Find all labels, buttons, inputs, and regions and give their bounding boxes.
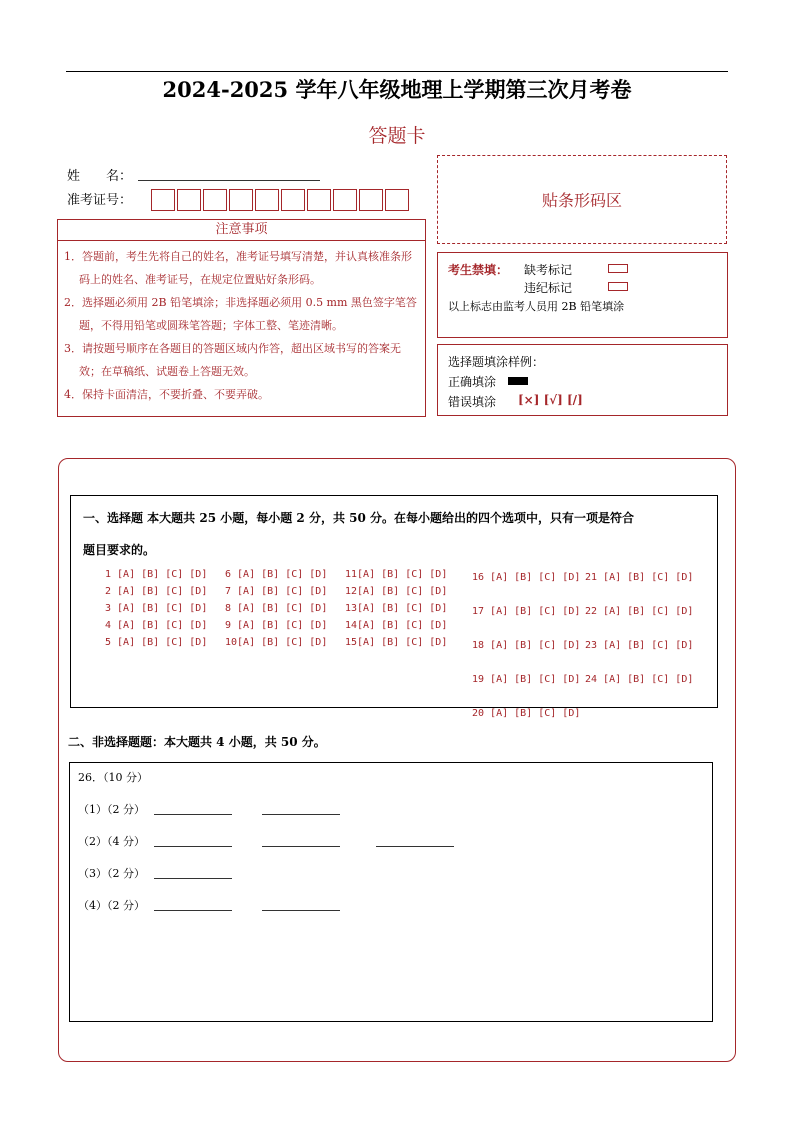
- barcode-label: 贴条形码区: [541, 191, 622, 210]
- id-digit-box[interactable]: [229, 189, 253, 211]
- id-digit-box[interactable]: [203, 189, 227, 211]
- notice-title: 注意事项: [57, 219, 426, 241]
- fill-example-title: 选择题填涂样例：: [448, 355, 545, 369]
- choice-question-12[interactable]: 12[A] [B] [C] [D]: [345, 586, 448, 597]
- choice-question-15[interactable]: 15[A] [B] [C] [D]: [345, 637, 448, 648]
- answer-blank[interactable]: [154, 814, 232, 815]
- id-digit-box[interactable]: [359, 189, 383, 211]
- notice-item: 2．选择题必须用 2B 铅笔填涂；非选择题必须用 0.5 mm 黑色签字笔答题，不得用铅笔或圆珠笔答题；字体工整、笔迹清晰。: [64, 296, 417, 332]
- absent-label: 缺考标记: [524, 263, 573, 277]
- correct-fill-sample: [508, 377, 528, 385]
- id-digit-box[interactable]: [151, 189, 175, 211]
- page-title: 2024-2025 学年八年级地理上学期第三次月考卷: [162, 77, 632, 102]
- forbid-note: 以上标志由监考人员用 2B 铅笔填涂: [448, 300, 625, 313]
- wrong-fill-samples: [×] [√] [/]: [518, 393, 583, 407]
- id-digit-box[interactable]: [177, 189, 201, 211]
- forbid-title: 考生禁填：: [448, 263, 509, 277]
- choice-question-6[interactable]: 6 [A] [B] [C] [D]: [225, 569, 328, 580]
- page-subtitle: 答题卡: [368, 125, 426, 147]
- choice-question-11[interactable]: 11[A] [B] [C] [D]: [345, 569, 448, 580]
- choice-question-18[interactable]: 18 [A] [B] [C] [D]: [472, 640, 581, 651]
- examiner-only-box: [437, 252, 728, 338]
- name-field[interactable]: [138, 180, 320, 181]
- choice-question-24[interactable]: 24 [A] [B] [C] [D]: [585, 674, 694, 685]
- id-number-boxes[interactable]: [151, 189, 411, 211]
- answer-blank[interactable]: [262, 846, 340, 847]
- top-rule: [66, 71, 728, 72]
- q26-part1-label: （1）（2 分）: [78, 803, 145, 816]
- id-digit-box[interactable]: [307, 189, 331, 211]
- q26-part3-label: （3）（2 分）: [78, 867, 145, 880]
- choice-question-8[interactable]: 8 [A] [B] [C] [D]: [225, 603, 328, 614]
- choice-question-14[interactable]: 14[A] [B] [C] [D]: [345, 620, 448, 631]
- choice-question-20[interactable]: 20 [A] [B] [C] [D]: [472, 708, 581, 719]
- section1-title-cont: 题目要求的。: [83, 543, 156, 557]
- choice-question-13[interactable]: 13[A] [B] [C] [D]: [345, 603, 448, 614]
- q26-part4-label: （4）（2 分）: [78, 899, 145, 912]
- notice-item: 3．请按题号顺序在各题目的答题区域内作答，超出区域书写的答案无效；在草稿纸、试题卷上答题无效。: [64, 342, 401, 378]
- answer-blank[interactable]: [154, 878, 232, 879]
- fill-example-box: [437, 344, 728, 416]
- id-digit-box[interactable]: [385, 189, 409, 211]
- violation-label: 违纪标记: [524, 281, 573, 295]
- choice-question-9[interactable]: 9 [A] [B] [C] [D]: [225, 620, 328, 631]
- choice-question-22[interactable]: 22 [A] [B] [C] [D]: [585, 606, 694, 617]
- answer-blank[interactable]: [154, 846, 232, 847]
- notice-item: 4．保持卡面清洁，不要折叠、不要弄破。: [64, 388, 269, 401]
- section2-title: 二、非选择题题：本大题共 4 小题，共 50 分。: [68, 735, 326, 749]
- q26-title: 26．（10 分）: [78, 771, 148, 784]
- q26-part2-label: （2）（4 分）: [78, 835, 145, 848]
- choice-question-21[interactable]: 21 [A] [B] [C] [D]: [585, 572, 694, 583]
- choice-question-4[interactable]: 4 [A] [B] [C] [D]: [105, 620, 208, 631]
- choice-question-16[interactable]: 16 [A] [B] [C] [D]: [472, 572, 581, 583]
- id-digit-box[interactable]: [281, 189, 305, 211]
- id-digit-box[interactable]: [255, 189, 279, 211]
- id-label: 准考证号：: [67, 193, 133, 208]
- name-label: 姓 名：: [67, 169, 133, 184]
- answer-blank[interactable]: [262, 910, 340, 911]
- answer-blank[interactable]: [262, 814, 340, 815]
- choice-question-1[interactable]: 1 [A] [B] [C] [D]: [105, 569, 208, 580]
- wrong-fill-label: 错误填涂: [448, 395, 497, 409]
- question-26-box: [69, 762, 713, 1022]
- violation-mark-box[interactable]: [608, 282, 628, 291]
- choice-section: [70, 495, 718, 719]
- choice-question-10[interactable]: 10[A] [B] [C] [D]: [225, 637, 328, 648]
- choice-question-7[interactable]: 7 [A] [B] [C] [D]: [225, 586, 328, 597]
- choice-question-3[interactable]: 3 [A] [B] [C] [D]: [105, 603, 208, 614]
- notice-item: 1．答题前，考生先将自己的姓名，准考证号填写清楚，并认真核准条形码上的姓名、准考证号，在规定位置贴好条形码。: [64, 250, 412, 286]
- notice-list: [57, 241, 426, 417]
- id-digit-box[interactable]: [333, 189, 357, 211]
- choice-question-23[interactable]: 23 [A] [B] [C] [D]: [585, 640, 694, 651]
- choice-question-17[interactable]: 17 [A] [B] [C] [D]: [472, 606, 581, 617]
- answer-blank[interactable]: [376, 846, 454, 847]
- absent-mark-box[interactable]: [608, 264, 628, 273]
- choice-question-2[interactable]: 2 [A] [B] [C] [D]: [105, 586, 208, 597]
- answer-blank[interactable]: [154, 910, 232, 911]
- correct-fill-label: 正确填涂: [448, 375, 497, 389]
- section1-title: 一、选择题 本大题共 25 小题，每小题 2 分，共 50 分。在每小题给出的四个选项中，只有一项是符合: [83, 511, 634, 525]
- choice-question-19[interactable]: 19 [A] [B] [C] [D]: [472, 674, 581, 685]
- barcode-area: [437, 155, 727, 244]
- choice-question-5[interactable]: 5 [A] [B] [C] [D]: [105, 637, 208, 648]
